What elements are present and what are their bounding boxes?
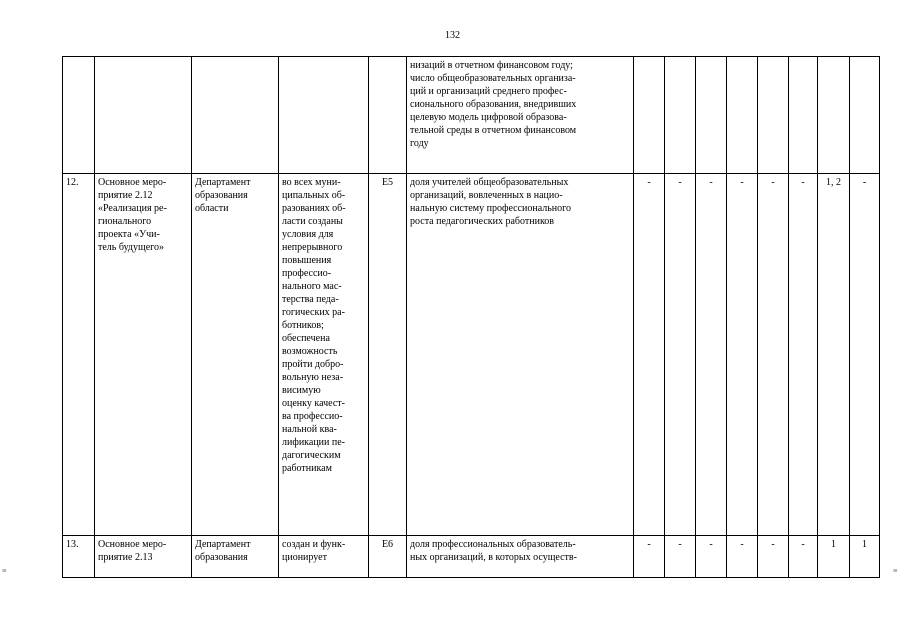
cell-code [369,57,407,174]
cell-value: 1, 2 [818,174,850,536]
cell-value [727,57,758,174]
cell-value [789,57,818,174]
table-row [63,57,880,174]
cell-code: E6 [369,536,407,578]
cell-num: 12. [63,174,95,536]
cell-value: 1 [818,536,850,578]
cell-executor: Департамент образования области [192,174,279,536]
cell-activity: Основное меро- приятие 2.13 [95,536,192,578]
cell-num [63,57,95,174]
program-table [62,56,880,578]
cell-num: 13. [63,536,95,578]
table-row [63,536,880,578]
cell-value: - [789,536,818,578]
cell-executor: Департамент образования [192,536,279,578]
cell-value: - [665,536,696,578]
cell-value: - [758,536,789,578]
cell-value: - [665,174,696,536]
cell-value [758,57,789,174]
cell-executor [192,57,279,174]
cell-value [696,57,727,174]
cell-value: - [727,536,758,578]
cell-value: - [850,174,880,536]
page-number: 132 [445,30,460,41]
cell-value [818,57,850,174]
cell-value: 1 [850,536,880,578]
cell-value: - [789,174,818,536]
cell-indicator: низаций в отчетном финансовом году; число общеобразовательных организа- ций и организаций среднего профес- сионального образования, внедривших целевую модель цифровой образова- тельной среды в отчетном финансовом году [407,57,634,174]
cell-value: - [634,536,665,578]
cell-value: - [758,174,789,536]
cell-result: во всех муни- ципальных об- разованиях об- ласти созданы условия для непрерывного повышения профессио- нального мас- терства педа- гогических ра- ботников; обеспечена возможность пройти добро- вольную неза- висимую оценку качест- ва профессио- нальной ква- лификации пе- дагогическим работникам [279,174,369,536]
cell-indicator: доля профессиональных образователь- ных организаций, в которых осуществ- [407,536,634,578]
cell-value: - [696,174,727,536]
table-row [63,174,880,536]
cell-activity: Основное меро- приятие 2.12 «Реализация ре- гионального проекта «Учи- тель будущего» [95,174,192,536]
cell-code: E5 [369,174,407,536]
cell-result: создан и функ- ционирует [279,536,369,578]
cell-value: - [634,174,665,536]
cell-value [850,57,880,174]
scan-edge-mark: ≡ [2,566,7,575]
cell-value: - [727,174,758,536]
cell-value: - [696,536,727,578]
cell-value [634,57,665,174]
scan-edge-mark: ≡ [893,566,898,575]
cell-activity [95,57,192,174]
cell-result [279,57,369,174]
cell-indicator: доля учителей общеобразовательных организаций, вовлеченных в нацио- нальную систему профессионального роста педагогических работников [407,174,634,536]
cell-value [665,57,696,174]
